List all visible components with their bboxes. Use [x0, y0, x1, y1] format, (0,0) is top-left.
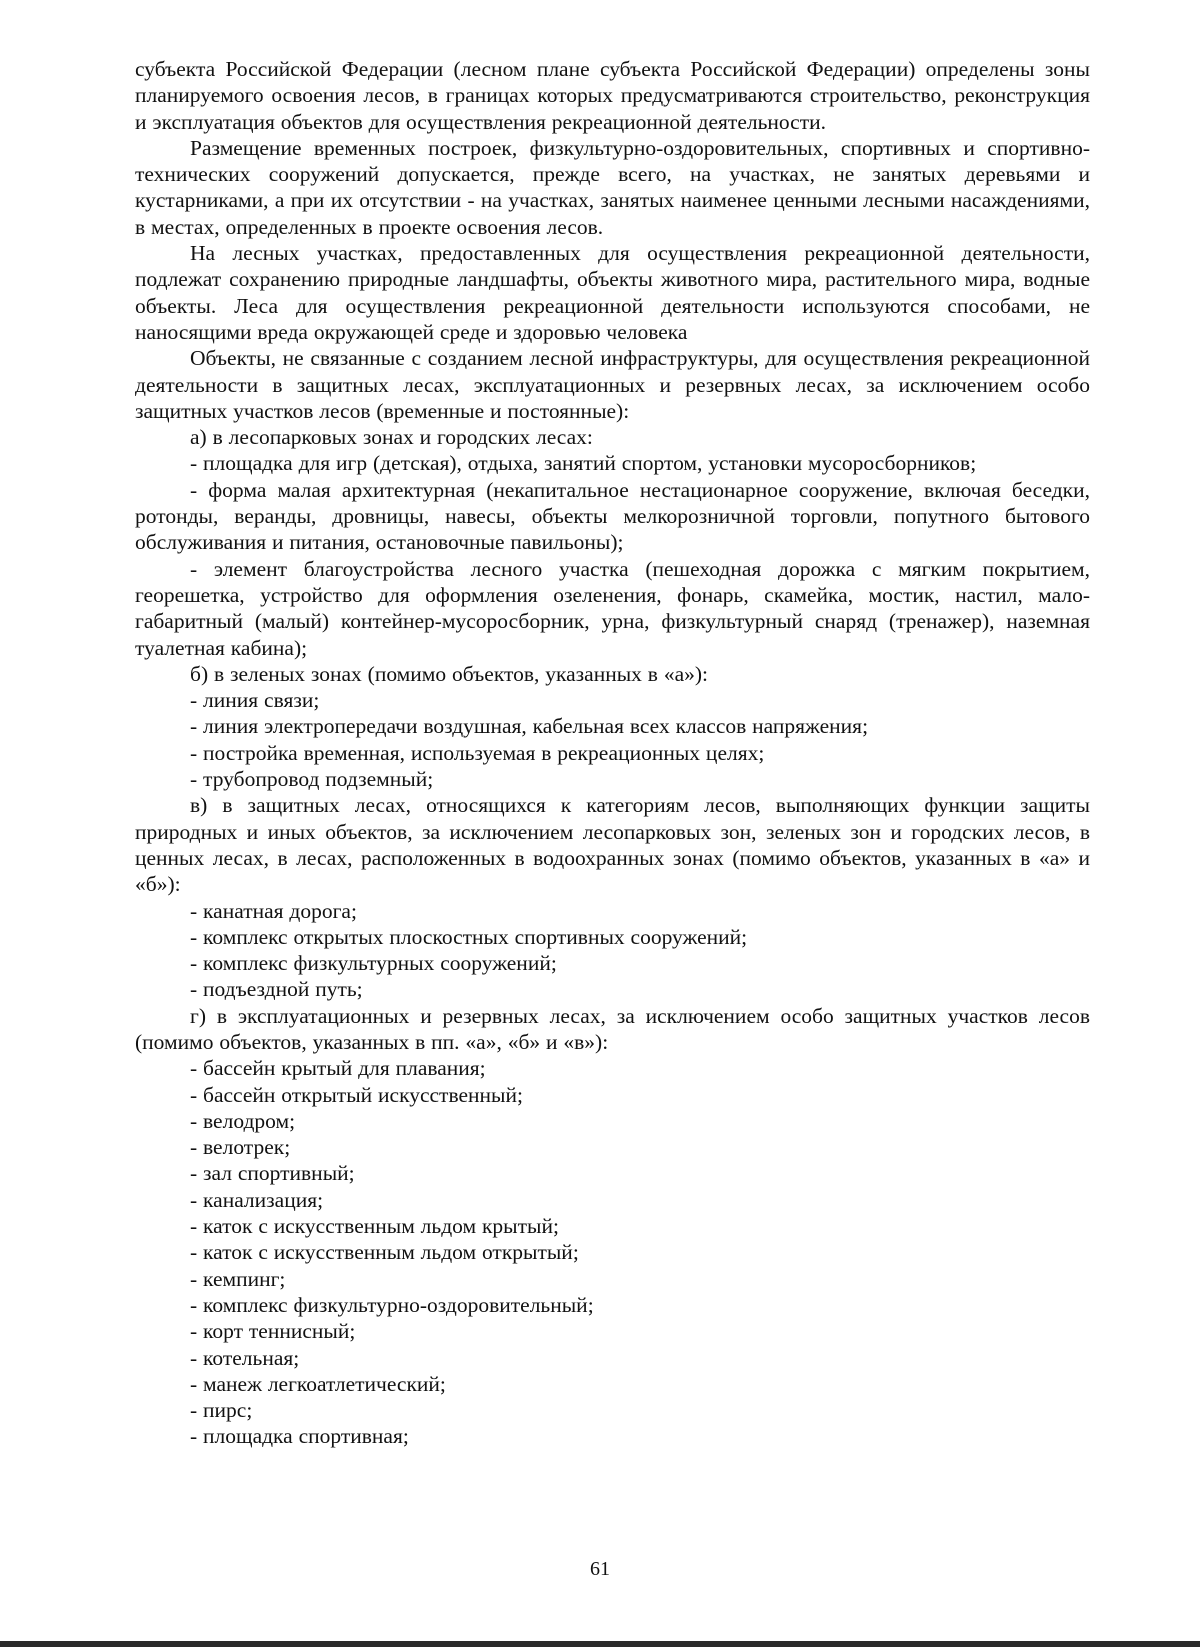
paragraph: г) в эксплуатационных и резервных лесах, за исключением особо защитных участков лесов (помимо объектов, указанных в пп. «а», «б» и «в»):	[135, 1003, 1090, 1054]
document-body	[135, 56, 1090, 1450]
list-item: - велотрек;	[190, 1135, 291, 1160]
paragraph: субъекта Российской Федерации (лесном плане субъекта Российской Федерации) определены зоны планируемого освоения лесов, в границах которых предусматриваются строительство, реконструкция и эксплуатация объектов для осуществления рекреационной деятельности.	[135, 57, 1090, 134]
bottom-scan-edge	[0, 1641, 1200, 1647]
list-item: - комплекс открытых плоскостных спортивных сооружений;	[190, 924, 748, 949]
list-item: - зал спортивный;	[190, 1161, 355, 1186]
list-item: б) в зеленых зонах (помимо объектов, указанных в «а»):	[190, 661, 708, 686]
list-item: - постройка временная, используемая в рекреационных целях;	[190, 740, 765, 765]
list-item: - бассейн крытый для плавания;	[190, 1056, 486, 1081]
list-item: - велодром;	[190, 1108, 296, 1133]
list-item: - подъездной путь;	[190, 977, 363, 1002]
list-item: - линия электропередачи воздушная, кабельная всех классов напряжения;	[190, 714, 869, 739]
list-item: - канатная дорога;	[190, 898, 357, 923]
paragraph: Объекты, не связанные с созданием лесной инфраструктуры, для осуществления рекреационной деятельности в защитных лесах, эксплуатационных и резервных лесах, за исключением особо защитных участков лесов (временные и постоянные):	[135, 346, 1090, 423]
paragraph: На лесных участках, предоставленных для осуществления рекреационной деятельности, подлежат сохранению природные ландшафты, объекты животного мира, растительного мира, водные объекты. Леса для осуществления рекреационной деятельности используются способами, не наносящими вреда окружающей среде и здоровью человека	[135, 241, 1090, 344]
list-item: - бассейн открытый искусственный;	[190, 1082, 523, 1107]
list-item: - комплекс физкультурных сооружений;	[190, 951, 557, 976]
list-item: - трубопровод подземный;	[190, 767, 434, 792]
page-number: 61	[590, 1558, 610, 1580]
list-item: - пирс;	[190, 1398, 253, 1423]
paragraph: - элемент благоустройства лесного участка (пешеходная дорожка с мягким покрытием, георешетка, устройство для оформления озеленения, фонарь, скамейка, мостик, настил, малогабаритный (малый) контейнер-мусоросборник, урна, физкультурный снаряд (тренажер), наземная туалетная кабина);	[135, 556, 1090, 660]
list-item: - площадка для игр (детская), отдыха, занятий спортом, установки мусоросборников;	[190, 451, 977, 476]
list-item: а) в лесопарковых зонах и городских лесах:	[190, 425, 593, 450]
paragraph: в) в защитных лесах, относящихся к категориям лесов, выполняющих функции защиты природных и иных объектов, за исключением лесопарковых зон, зеленых зон и городских лесов, в ценных лесах, в лесах, расположенных в водоохранных зонах (помимо объектов, указанных в «а» и «б»):	[135, 793, 1090, 897]
list-item: - каток с искусственным льдом открытый;	[190, 1240, 579, 1265]
paragraph: - форма малая архитектурная (некапитальное нестационарное сооружение, включая беседки, ротонды, веранды, дровницы, навесы, объекты мелкорозничной торговли, попутного бытового обслуживания и питания, остановочные павильоны);	[135, 477, 1090, 555]
paragraph: Размещение временных построек, физкультурно-оздоровительных, спортивных и спортивно-технических сооружений допускается, прежде всего, на участках, не занятых деревьями и кустарниками, а при их отсутствии - на участках, занятых наименее ценными лесными насаждениями, в местах, определенных в проекте освоения лесов.	[135, 135, 1090, 239]
list-item: - манеж легкоатлетический;	[190, 1371, 446, 1396]
list-item: - каток с искусственным льдом крытый;	[190, 1214, 559, 1239]
list-item: - комплекс физкультурно-оздоровительный;	[190, 1292, 594, 1317]
list-item: - корт теннисный;	[190, 1319, 356, 1344]
list-item: - котельная;	[190, 1345, 300, 1370]
list-item: - площадка спортивная;	[190, 1424, 409, 1449]
list-item: - линия связи;	[190, 688, 320, 713]
list-item: - канализация;	[190, 1187, 324, 1212]
list-item: - кемпинг;	[190, 1266, 286, 1291]
